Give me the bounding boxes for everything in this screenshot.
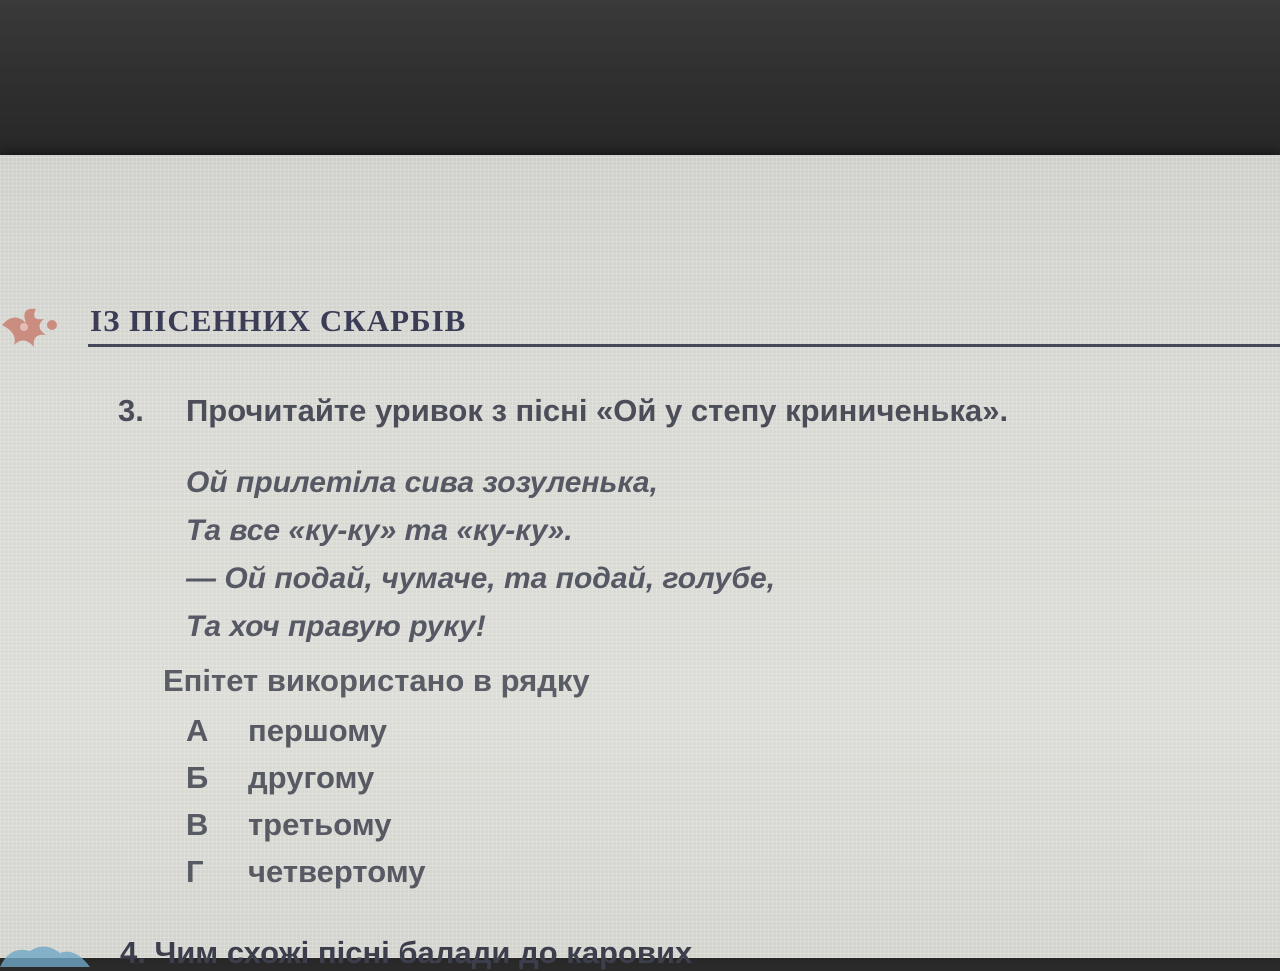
option-text: другому bbox=[248, 760, 375, 795]
option-text: третьому bbox=[248, 807, 392, 842]
textbook-page bbox=[0, 155, 1280, 970]
answer-options bbox=[186, 707, 426, 895]
answer-option-b bbox=[186, 754, 426, 801]
option-letter: Б bbox=[186, 760, 209, 795]
next-task-fragment: 4. Чим схожі пісні балади до карових bbox=[120, 935, 693, 970]
answer-option-h bbox=[186, 848, 426, 895]
answer-option-a bbox=[186, 707, 426, 754]
decorative-illustration bbox=[0, 937, 100, 967]
verse-line: Та хоч правую руку! bbox=[186, 610, 486, 643]
answer-option-v bbox=[186, 801, 426, 848]
option-text: четвертому bbox=[248, 854, 426, 889]
folk-ornament-icon bbox=[0, 295, 70, 355]
verse-line: Та все «ку-ку» та «ку-ку». bbox=[186, 514, 573, 547]
option-letter: Г bbox=[186, 854, 204, 889]
verse-line: Ой прилетіла сива зозуленька, bbox=[186, 466, 658, 499]
section-title: ІЗ ПІСЕННИХ СКАРБІВ bbox=[90, 303, 467, 338]
song-excerpt bbox=[186, 459, 775, 651]
option-letter: А bbox=[186, 713, 209, 748]
background-surface bbox=[0, 0, 1280, 160]
option-text: першому bbox=[248, 713, 388, 748]
task-number: 3. bbox=[118, 393, 144, 428]
section-divider bbox=[88, 344, 1280, 347]
task-heading bbox=[118, 393, 1008, 429]
task-instruction: Прочитайте уривок з пісні «Ой у степу криниченька». bbox=[186, 393, 1009, 428]
option-letter: В bbox=[186, 807, 209, 842]
verse-line: — Ой подай, чумаче, та подай, голубе, bbox=[186, 562, 776, 595]
question-prompt: Епітет використано в рядку bbox=[163, 663, 590, 698]
